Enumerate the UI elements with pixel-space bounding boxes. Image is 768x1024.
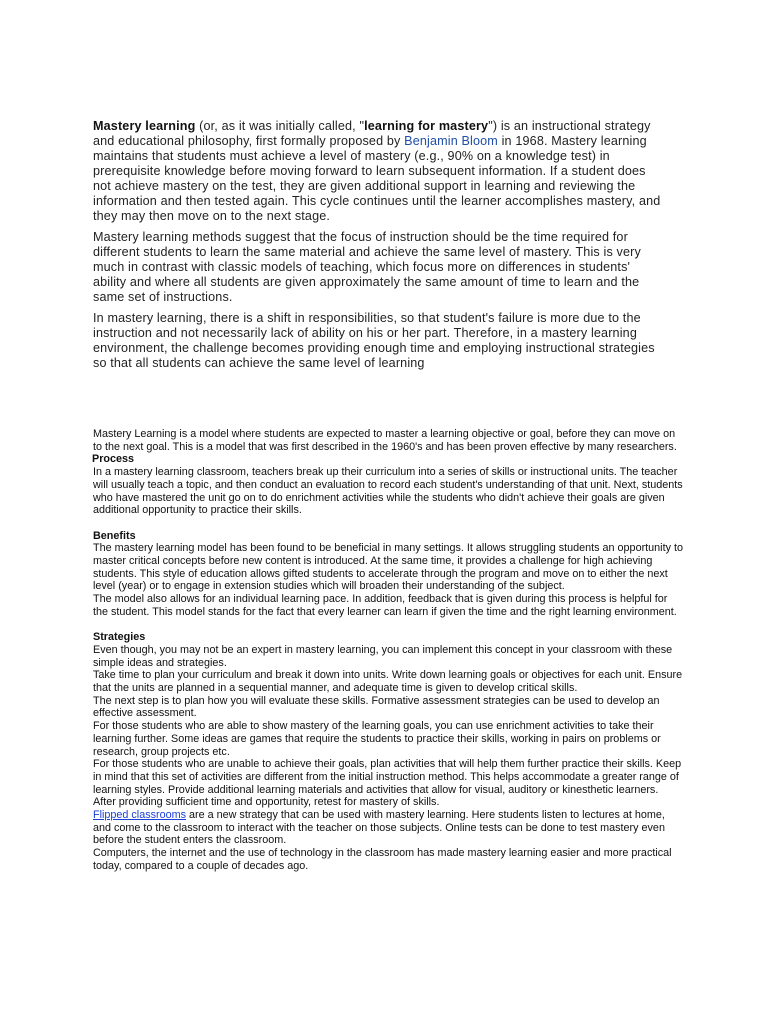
article-section — [93, 428, 683, 873]
intro-paragraph-3: In mastery learning, there is a shift in responsibilities, so that student's failure is more due to the instruction and not necessarily lack of ability on his or her part. Therefore, in a mastery learning environment, the challenge becomes providing enough time and employing instructional strategies so that all students can achieve the same level of learning — [93, 311, 655, 370]
article-lead: Mastery Learning is a model where students are expected to master a learning objective or goal, before they can move on to the next goal. This is a model that was first described in the 1960's and has been proven effective by many researchers. — [93, 428, 677, 453]
benefits-paragraph-2: The model also allows for an individual learning pace. In addition, feedback that is given during this process is helpful for the student. This model stands for the fact that every learner can learn if given the time and the right learning environment. — [93, 593, 677, 618]
term-learning-for-mastery: learning for mastery — [364, 119, 489, 133]
process-text: In a mastery learning classroom, teachers break up their curriculum into a series of skills or instructional units. The teacher will usually teach a topic, and then conduct an evaluation to record each student's understanding of that unit. Next, students who have mastered the unit go on to do enrichment activities while the students who didn't achieve their goals are given additional opportunity to practice their skills. — [93, 466, 683, 517]
intro-paragraph-2: Mastery learning methods suggest that the focus of instruction should be the time required for different students to learn the same material and achieve the same level of mastery. This is very much in contrast with classic models of teaching, which focus more on differences in students' ability and where all students are given approximately the same amount of time to learn and the same set of instructions. — [93, 230, 641, 304]
strategies-paragraph-7: Computers, the internet and the use of technology in the classroom has made mastery learning easier and more practical today, compared to a couple of decades ago. — [93, 847, 672, 872]
intro-paragraph-1 — [93, 119, 665, 224]
strategies-heading: Strategies — [93, 631, 146, 644]
intro-text: ") is an instructional strategy and educational philosophy, first formally proposed by — [93, 119, 651, 148]
strategies-paragraph-6 — [93, 809, 683, 847]
strategies-paragraph-2: Take time to plan your curriculum and break it down into units. Write down learning goals or objectives for each unit. Ensure that the units are planned in a sequential manner, and adequate time is given to develop critical skills. — [93, 669, 683, 695]
spacer — [93, 517, 683, 530]
benefits-heading: Benefits — [93, 529, 136, 542]
strategies-paragraph-3: The next step is to plan how you will evaluate these skills. Formative assessment strategies can be used to develop an effective assessment. — [93, 694, 660, 720]
benjamin-bloom-link[interactable]: Benjamin Bloom — [404, 134, 498, 148]
intro-text: (or, as it was initially called, " — [195, 119, 365, 133]
process-heading: Process — [92, 453, 135, 466]
strategies-paragraph-5: For those students who are unable to achieve their goals, plan activities that will help them further practice their skills. Keep in mind that this set of activities are different from the initial instruction method. This helps accommodate a greater range of learning styles. Provide additional learning materials and activities that allow for visual, auditory or kinesthetic learners. After providing sufficient time and opportunity, retest for mastery of skills. — [93, 758, 682, 809]
term-mastery-learning: Mastery learning — [93, 119, 196, 133]
strategies-paragraph-1: Even though, you may not be an expert in mastery learning, you can implement this concept in your classroom with these simple ideas and strategies. — [93, 643, 673, 669]
benefits-paragraph-1: The mastery learning model has been found to be beneficial in many settings. It allows struggling students an opportunity to master critical concepts before new content is introduced. At the same time, it provides a challenge for high achieving students. This style of education allows gifted students to accelerate through the program and move on to either the next level (year) or to engage in extension studies which will broaden their understanding of the subject. — [93, 542, 683, 593]
intro-text: in 1968. Mastery learning maintains that students must achieve a level of mastery (e.g., 90% on a knowledge test) in prerequisite knowledge before moving forward to learn subsequent information. If a student does not achieve mastery on the test, they are given additional support in learning and reviewing the information and then tested again. This cycle continues until the learner accomplishes mastery, and they may then move on to the next stage. — [93, 134, 661, 223]
strategies-text: are a new strategy that can be used with mastery learning. Here students listen to lectures at home, and come to the classroom to interact with the teacher on those subjects. Online tests can be done to test mastery even before the student enters the classroom. — [93, 809, 665, 847]
spacer — [93, 619, 683, 632]
flipped-classrooms-link[interactable]: Flipped classrooms — [93, 809, 187, 822]
intro-section — [93, 119, 665, 377]
strategies-paragraph-4: For those students who are able to show mastery of the learning goals, you can use enrichment activities to take their learning further. Some ideas are games that require the students to practice their skills, working in pairs on problems or research, group projects etc. — [93, 720, 661, 758]
